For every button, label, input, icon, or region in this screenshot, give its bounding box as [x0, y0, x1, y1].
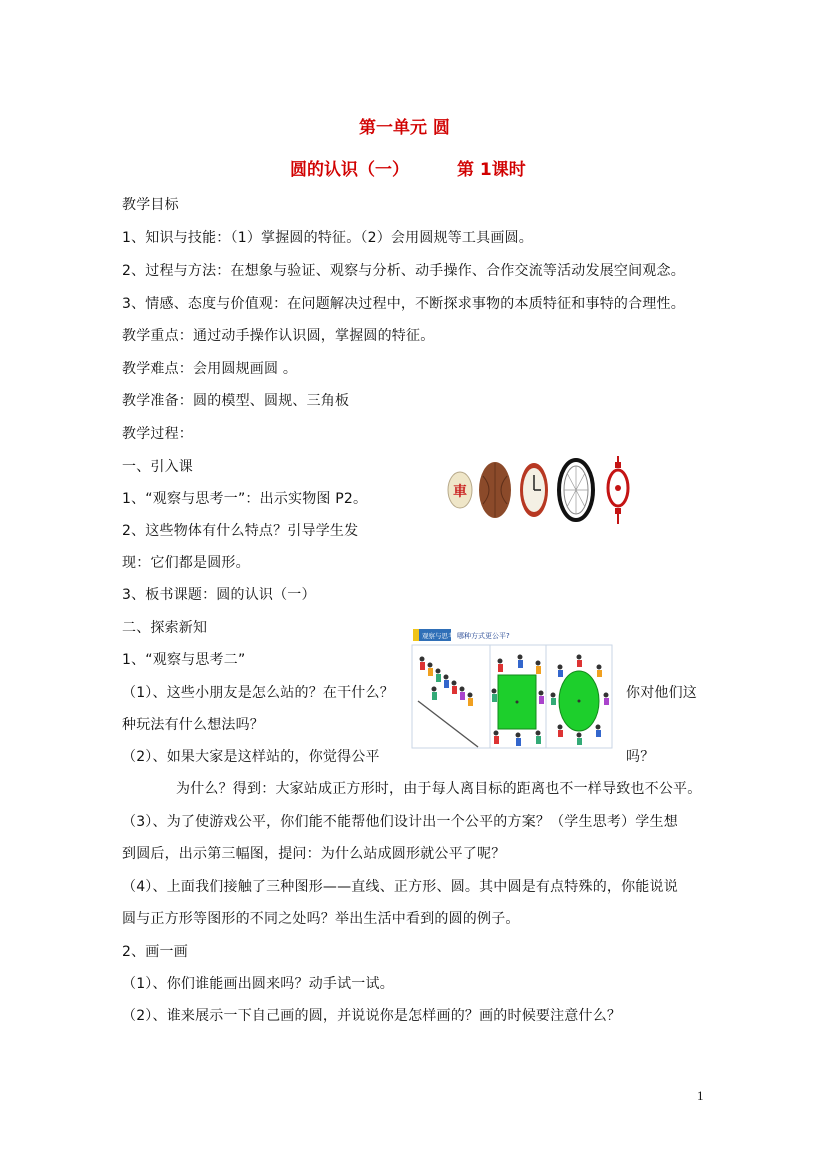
round-objects-figure	[446, 456, 636, 528]
question-3: （3）、为了使游戏公平，你们能不能帮他们设计出一个公平的方案？（学生思考）学生想	[122, 814, 678, 830]
teaching-difficulty: 教学难点：会用圆规画圆 。	[122, 361, 298, 377]
question-4-cont: 圆与正方形等图形的不同之处吗？举出生活中看到的圆的例子。	[122, 911, 520, 927]
chess-piece-char: 車	[453, 484, 467, 500]
goal-attitude: 3、情感、态度与价值观：在问题解决过程中，不断探求事物的本质特征和事特的合理性。	[122, 296, 685, 312]
lesson-title: 圆的认识（一）	[290, 160, 409, 180]
explore-item-1: 1、“观察与思考二”	[122, 652, 246, 668]
teaching-process-heading: 教学过程：	[122, 426, 193, 442]
goal-knowledge: 1、知识与技能：（1）掌握圆的特征。（2）会用圆规等工具画圆。	[122, 230, 533, 246]
teaching-focus: 教学重点：通过动手操作认识圆，掌握圆的特征。	[122, 328, 435, 344]
question-4: （4）、上面我们接触了三种图形——直线、正方形、圆。其中圆是有点特殊的，你能说说	[122, 879, 678, 895]
standing-arrangement-figure	[410, 629, 614, 749]
section-intro-heading: 一、引入课	[122, 459, 193, 475]
goal-process: 2、过程与方法：在想象与验证、观察与分析、动手操作、合作交流等活动发展空间观念。	[122, 263, 685, 279]
unit-title: 第一单元 圆	[359, 118, 450, 138]
bicycle-wheel-icon	[559, 460, 593, 520]
teaching-prep: 教学准备：圆的模型、圆规、三角板	[122, 393, 350, 409]
draw-heading: 2、画一画	[122, 944, 188, 960]
question-1-end: 种玩法有什么想法吗？	[122, 717, 264, 733]
chinese-knot-icon	[608, 456, 628, 524]
lesson-number: 第 1课时	[457, 160, 526, 180]
banner-label: 观察与思考二	[422, 632, 461, 640]
intro-item-2-cont: 现：它们都是圆形。	[122, 555, 250, 571]
draw-item-2: （2）、谁来展示一下自己画的圆，并说说你是怎样画的？画的时候要注意什么？	[122, 1008, 622, 1024]
teaching-goals-heading: 教学目标	[122, 197, 179, 213]
question-1-cont: 你对他们这	[626, 685, 697, 701]
banner-question: 哪种方式更公平?	[457, 632, 510, 640]
question-2-cont: 吗？	[626, 749, 655, 765]
question-2: （2）、如果大家是这样站的，你觉得公平	[122, 749, 380, 765]
intro-item-3: 3、板书课题：圆的认识（一）	[122, 587, 316, 603]
question-3-cont: 到圆后，出示第三幅图，提问：为什么站成圆形就公平了呢？	[122, 846, 506, 862]
clock-icon	[520, 463, 548, 517]
draw-item-1: （1）、你们谁能画出圆来吗？动手试一试。	[122, 976, 394, 992]
section-explore-heading: 二、探索新知	[122, 620, 208, 636]
question-1: （1）、这些小朋友是怎么站的？在干什么？	[122, 685, 394, 701]
ball-icon	[479, 462, 511, 518]
intro-item-2: 2、这些物体有什么特点？引导学生发	[122, 523, 359, 539]
intro-item-1: 1、“观察与思考一”：出示实物图 P2。	[122, 491, 368, 507]
page-number: 1	[697, 1088, 704, 1103]
question-2-answer: 为什么？得到：大家站成正方形时，由于每人离目标的距离也不一样导致也不公平。	[176, 781, 702, 797]
chess-piece-icon	[448, 472, 472, 508]
